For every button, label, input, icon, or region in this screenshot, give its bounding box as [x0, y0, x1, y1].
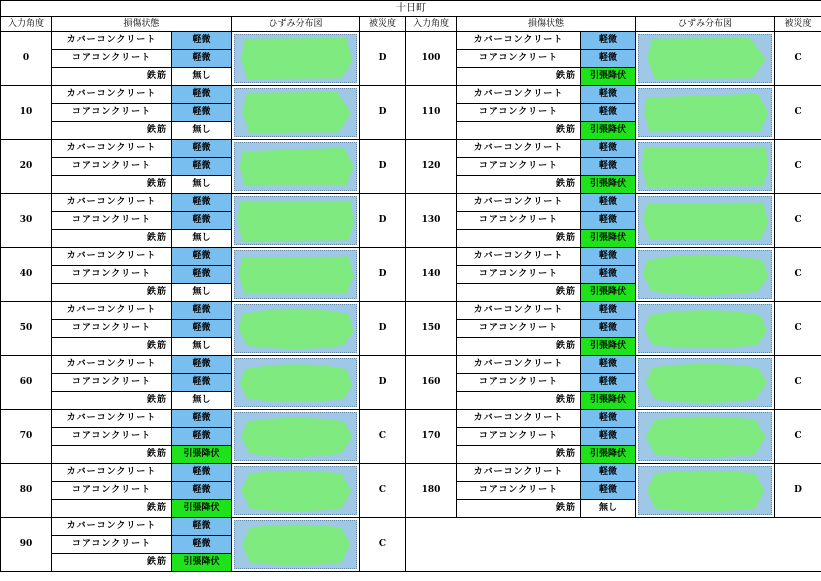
material-label: カバーコンクリート: [52, 464, 172, 482]
strain-region: [642, 147, 769, 187]
rebar-damage-state: 引張降伏: [581, 284, 636, 302]
input-angle: 120: [406, 140, 457, 194]
core-damage-state: 軽微: [172, 536, 232, 554]
cover-damage-state: 軽微: [172, 86, 232, 104]
empty-cell: [406, 518, 821, 572]
strain-map-image: [638, 196, 772, 245]
material-label: コアコンクリート: [457, 428, 581, 446]
strain-map-left-4: [232, 248, 360, 302]
severity-grade: C: [360, 518, 406, 572]
material-label: 鉄筋: [457, 122, 581, 140]
material-label: コアコンクリート: [52, 158, 172, 176]
severity-grade: C: [775, 32, 821, 86]
strain-map-right-8: [636, 464, 775, 518]
material-label: カバーコンクリート: [457, 86, 581, 104]
material-label: コアコンクリート: [52, 428, 172, 446]
strain-map-left-7: [232, 410, 360, 464]
core-damage-state: 軽微: [172, 428, 232, 446]
strain-region: [644, 310, 767, 348]
strain-map-image: [638, 358, 772, 407]
core-damage-state: 軽微: [581, 158, 636, 176]
header-angle-left: 入力角度: [1, 17, 52, 32]
strain-region: [241, 471, 351, 511]
material-label: 鉄筋: [457, 338, 581, 356]
table-row: [1, 32, 821, 50]
header-angle-right: 入力角度: [406, 17, 457, 32]
strain-region: [646, 364, 767, 403]
material-label: コアコンクリート: [457, 212, 581, 230]
material-label: コアコンクリート: [457, 50, 581, 68]
rebar-damage-state: 無し: [172, 338, 232, 356]
core-damage-state: 軽微: [581, 428, 636, 446]
header-damage-left: 損傷状態: [52, 17, 232, 32]
severity-grade: D: [360, 302, 406, 356]
material-label: カバーコンクリート: [52, 86, 172, 104]
table-row: [1, 518, 821, 536]
material-label: 鉄筋: [457, 230, 581, 248]
input-angle: 140: [406, 248, 457, 302]
material-label: カバーコンクリート: [457, 140, 581, 158]
material-label: 鉄筋: [457, 68, 581, 86]
severity-grade: D: [360, 356, 406, 410]
strain-map-image: [234, 88, 357, 137]
strain-map-left-3: [232, 194, 360, 248]
strain-map-image: [638, 88, 772, 137]
cover-damage-state: 軽微: [581, 248, 636, 266]
core-damage-state: 軽微: [581, 266, 636, 284]
material-label: カバーコンクリート: [457, 464, 581, 482]
material-label: コアコンクリート: [52, 50, 172, 68]
table-row: [1, 248, 821, 266]
material-label: カバーコンクリート: [52, 518, 172, 536]
cover-damage-state: 軽微: [581, 464, 636, 482]
core-damage-state: 軽微: [172, 266, 232, 284]
strain-region: [646, 417, 766, 457]
material-label: 鉄筋: [52, 392, 172, 410]
rebar-damage-state: 引張降伏: [581, 122, 636, 140]
material-label: 鉄筋: [52, 176, 172, 194]
strain-map-image: [638, 250, 772, 299]
strain-region: [242, 525, 350, 565]
input-angle: 180: [406, 464, 457, 518]
material-label: コアコンクリート: [52, 482, 172, 500]
material-label: コアコンクリート: [457, 320, 581, 338]
material-label: カバーコンクリート: [52, 356, 172, 374]
strain-region: [240, 148, 354, 187]
rebar-damage-state: 無し: [172, 68, 232, 86]
strain-map-image: [234, 34, 357, 83]
strain-map-image: [234, 196, 357, 245]
rebar-damage-state: 引張降伏: [172, 500, 232, 518]
severity-grade: C: [775, 356, 821, 410]
material-label: コアコンクリート: [52, 266, 172, 284]
severity-grade: C: [775, 302, 821, 356]
severity-grade: C: [360, 464, 406, 518]
input-angle: 70: [1, 410, 52, 464]
table-row: [1, 302, 821, 320]
table-row: [1, 410, 821, 428]
cover-damage-state: 軽微: [172, 356, 232, 374]
core-damage-state: 軽微: [172, 50, 232, 68]
strain-map-left-6: [232, 356, 360, 410]
input-angle: 10: [1, 86, 52, 140]
core-damage-state: 軽微: [172, 320, 232, 338]
material-label: カバーコンクリート: [52, 302, 172, 320]
strain-map-image: [234, 520, 357, 569]
strain-map-image: [638, 412, 772, 461]
strain-region: [240, 364, 353, 402]
input-angle: 80: [1, 464, 52, 518]
material-label: 鉄筋: [457, 446, 581, 464]
cover-damage-state: 軽微: [581, 194, 636, 212]
input-angle: 130: [406, 194, 457, 248]
material-label: カバーコンクリート: [52, 194, 172, 212]
core-damage-state: 軽微: [172, 158, 232, 176]
cover-damage-state: 軽微: [172, 140, 232, 158]
strain-map-left-2: [232, 140, 360, 194]
core-damage-state: 軽微: [581, 482, 636, 500]
cover-damage-state: 軽微: [172, 464, 232, 482]
severity-grade: D: [775, 464, 821, 518]
material-label: 鉄筋: [52, 230, 172, 248]
material-label: コアコンクリート: [457, 104, 581, 122]
material-label: カバーコンクリート: [457, 410, 581, 428]
severity-grade: D: [360, 86, 406, 140]
strain-map-image: [638, 142, 772, 191]
rebar-damage-state: 無し: [172, 122, 232, 140]
core-damage-state: 軽微: [172, 482, 232, 500]
material-label: 鉄筋: [457, 500, 581, 518]
material-label: カバーコンクリート: [457, 32, 581, 50]
material-label: コアコンクリート: [457, 266, 581, 284]
material-label: コアコンクリート: [457, 374, 581, 392]
strain-map-right-7: [636, 410, 775, 464]
input-angle: 100: [406, 32, 457, 86]
strain-region: [242, 92, 351, 133]
material-label: 鉄筋: [457, 392, 581, 410]
cover-damage-state: 軽微: [172, 248, 232, 266]
severity-grade: D: [360, 194, 406, 248]
table-row: [1, 86, 821, 104]
strain-region: [647, 38, 766, 79]
severity-grade: C: [360, 410, 406, 464]
material-label: 鉄筋: [52, 554, 172, 572]
cover-damage-state: 軽微: [581, 410, 636, 428]
strain-map-left-5: [232, 302, 360, 356]
rebar-damage-state: 無し: [172, 230, 232, 248]
material-label: コアコンクリート: [52, 374, 172, 392]
input-angle: 0: [1, 32, 52, 86]
rebar-damage-state: 無し: [172, 392, 232, 410]
material-label: 鉄筋: [52, 122, 172, 140]
strain-map-left-9: [232, 518, 360, 572]
core-damage-state: 軽微: [581, 320, 636, 338]
strain-region: [643, 255, 768, 295]
table-row: [1, 194, 821, 212]
material-label: コアコンクリート: [52, 536, 172, 554]
cover-damage-state: 軽微: [581, 356, 636, 374]
material-label: カバーコンクリート: [52, 140, 172, 158]
material-label: 鉄筋: [52, 338, 172, 356]
material-label: 鉄筋: [52, 68, 172, 86]
input-angle: 30: [1, 194, 52, 248]
strain-region: [239, 257, 354, 294]
header-strain-right: ひずみ分布図: [636, 17, 775, 32]
material-label: コアコンクリート: [457, 482, 581, 500]
severity-grade: C: [775, 248, 821, 302]
severity-grade: D: [360, 248, 406, 302]
rebar-damage-state: 引張降伏: [581, 230, 636, 248]
material-label: コアコンクリート: [52, 104, 172, 122]
table-row: [1, 140, 821, 158]
strain-map-image: [638, 34, 772, 83]
rebar-damage-state: 引張降伏: [581, 176, 636, 194]
strain-map-image: [234, 412, 357, 461]
material-label: 鉄筋: [457, 176, 581, 194]
cover-damage-state: 軽微: [172, 302, 232, 320]
rebar-damage-state: 引張降伏: [581, 446, 636, 464]
rebar-damage-state: 引張降伏: [172, 554, 232, 572]
material-label: コアコンクリート: [52, 320, 172, 338]
material-label: コアコンクリート: [52, 212, 172, 230]
core-damage-state: 軽微: [172, 104, 232, 122]
input-angle: 60: [1, 356, 52, 410]
severity-grade: D: [360, 32, 406, 86]
header-strain-left: ひずみ分布図: [232, 17, 360, 32]
table-row: [1, 464, 821, 482]
rebar-damage-state: 引張降伏: [581, 392, 636, 410]
strain-map-right-4: [636, 248, 775, 302]
header-severity-left: 被災度: [360, 17, 406, 32]
material-label: カバーコンクリート: [52, 248, 172, 266]
material-label: カバーコンクリート: [457, 356, 581, 374]
strain-map-right-3: [636, 194, 775, 248]
strain-map-image: [234, 142, 357, 191]
strain-map-right-0: [636, 32, 775, 86]
severity-grade: C: [775, 86, 821, 140]
strain-map-image: [638, 466, 772, 515]
rebar-damage-state: 無し: [581, 500, 636, 518]
core-damage-state: 軽微: [581, 212, 636, 230]
input-angle: 20: [1, 140, 52, 194]
rebar-damage-state: 無し: [172, 284, 232, 302]
cover-damage-state: 軽微: [581, 302, 636, 320]
rebar-damage-state: 引張降伏: [172, 446, 232, 464]
input-angle: 50: [1, 302, 52, 356]
cover-damage-state: 軽微: [172, 194, 232, 212]
strain-map-left-1: [232, 86, 360, 140]
strain-map-image: [234, 358, 357, 407]
strain-region: [239, 309, 354, 349]
rebar-damage-state: 無し: [172, 176, 232, 194]
cover-damage-state: 軽微: [172, 32, 232, 50]
strain-map-right-2: [636, 140, 775, 194]
material-label: カバーコンクリート: [457, 194, 581, 212]
material-label: 鉄筋: [52, 284, 172, 302]
sheet-title: 十日町: [1, 1, 821, 17]
strain-map-right-5: [636, 302, 775, 356]
strain-region: [644, 94, 768, 133]
material-label: カバーコンクリート: [457, 302, 581, 320]
material-label: カバーコンクリート: [52, 410, 172, 428]
strain-map-image: [234, 304, 357, 353]
strain-region: [643, 203, 768, 240]
strain-map-image: [638, 304, 772, 353]
cover-damage-state: 軽微: [172, 518, 232, 536]
strain-map-right-6: [636, 356, 775, 410]
strain-region: [241, 418, 352, 457]
cover-damage-state: 軽微: [581, 86, 636, 104]
core-damage-state: 軽微: [172, 374, 232, 392]
material-label: カバーコンクリート: [52, 32, 172, 50]
input-angle: 150: [406, 302, 457, 356]
core-damage-state: 軽微: [581, 374, 636, 392]
input-angle: 90: [1, 518, 52, 572]
cover-damage-state: 軽微: [581, 32, 636, 50]
cover-damage-state: 軽微: [172, 410, 232, 428]
cover-damage-state: 軽微: [581, 140, 636, 158]
strain-region: [241, 38, 352, 79]
header-severity-right: 被災度: [775, 17, 821, 32]
core-damage-state: 軽微: [172, 212, 232, 230]
strain-region: [647, 471, 764, 511]
input-angle: 170: [406, 410, 457, 464]
material-label: コアコンクリート: [457, 158, 581, 176]
input-angle: 160: [406, 356, 457, 410]
input-angle: 110: [406, 86, 457, 140]
strain-map-image: [234, 250, 357, 299]
material-label: 鉄筋: [52, 500, 172, 518]
strain-map-left-0: [232, 32, 360, 86]
core-damage-state: 軽微: [581, 104, 636, 122]
severity-grade: D: [360, 140, 406, 194]
strain-map-right-1: [636, 86, 775, 140]
strain-map-left-8: [232, 464, 360, 518]
material-label: 鉄筋: [52, 446, 172, 464]
rebar-damage-state: 引張降伏: [581, 68, 636, 86]
input-angle: 40: [1, 248, 52, 302]
strain-map-image: [234, 466, 357, 515]
table-row: [1, 356, 821, 374]
strain-region: [237, 201, 353, 241]
severity-grade: C: [775, 140, 821, 194]
rebar-damage-state: 引張降伏: [581, 338, 636, 356]
material-label: カバーコンクリート: [457, 248, 581, 266]
core-damage-state: 軽微: [581, 50, 636, 68]
severity-grade: C: [775, 194, 821, 248]
header-damage-right: 損傷状態: [457, 17, 636, 32]
material-label: 鉄筋: [457, 284, 581, 302]
severity-grade: C: [775, 410, 821, 464]
